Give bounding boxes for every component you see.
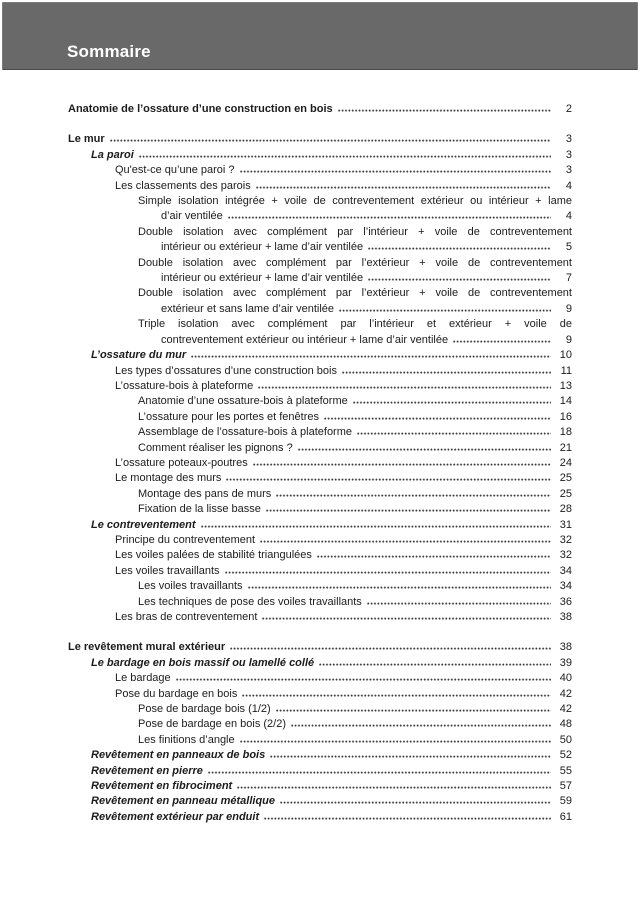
dot-leader xyxy=(253,463,551,466)
dot-leader xyxy=(319,663,551,666)
page-number: 42 xyxy=(559,703,572,716)
page-number: 34 xyxy=(559,580,572,593)
page-number: 24 xyxy=(559,456,572,469)
toc-entry[interactable] xyxy=(68,471,572,486)
dot-leader xyxy=(368,278,551,281)
page-number: 32 xyxy=(559,533,572,546)
page-number: 5 xyxy=(565,241,572,254)
page-number: 52 xyxy=(559,749,572,762)
page-title: Sommaire xyxy=(67,42,151,61)
toc-entry[interactable] xyxy=(68,748,572,763)
page-number: 40 xyxy=(559,672,572,685)
page-number: 59 xyxy=(559,795,572,808)
toc-entry[interactable] xyxy=(68,733,572,748)
toc-entry-label: L’ossature pour les portes et fenêtres xyxy=(138,410,319,423)
dot-leader xyxy=(191,355,551,358)
page-number: 38 xyxy=(559,641,572,654)
toc-entry[interactable] xyxy=(68,548,572,563)
toc-entry-label: intérieur ou extérieur + lame d’air ventilée xyxy=(161,272,364,285)
page-number: 50 xyxy=(559,733,572,746)
toc-entry[interactable] xyxy=(68,810,572,825)
toc-entry[interactable] xyxy=(68,687,572,702)
page-number: 13 xyxy=(559,379,572,392)
toc-entry-label: Qu'est-ce qu’une paroi ? xyxy=(115,164,235,177)
toc-entry-continuation[interactable] xyxy=(68,240,572,255)
toc-entry-label: L’ossature-bois à plateforme xyxy=(115,379,254,392)
dot-leader xyxy=(225,571,551,574)
toc-entry-label: Pose de bardage en bois (2/2) xyxy=(138,718,286,731)
toc-entry-label: Assemblage de l’ossature-bois à plateforme xyxy=(138,426,353,439)
dot-leader xyxy=(237,786,551,789)
toc-entry-label: L’ossature du mur xyxy=(91,349,187,362)
dot-leader xyxy=(276,494,551,497)
toc-entry-label: Le mur xyxy=(68,133,105,146)
toc-entry[interactable] xyxy=(68,364,572,379)
page-number: 7 xyxy=(565,272,572,285)
toc-entry[interactable] xyxy=(68,640,572,655)
dot-leader xyxy=(338,109,551,112)
toc-entry[interactable] xyxy=(68,379,572,394)
dot-leader xyxy=(368,247,551,250)
page-number: 4 xyxy=(565,210,572,223)
toc-entry[interactable]: Double isolation avec complément par l’extérieur + voile de contreventement xyxy=(138,287,572,300)
toc-entry-label: Anatomie de l’ossature d’une construction en bois xyxy=(68,103,333,115)
dot-leader xyxy=(367,602,551,605)
page-number: 18 xyxy=(559,426,572,439)
dot-leader xyxy=(260,540,551,543)
dot-leader xyxy=(176,678,551,681)
toc-entry-label: Revêtement en pierre xyxy=(91,764,203,777)
toc-entry-label: Le contreventement xyxy=(91,518,196,531)
toc-entry-label: Les classements des parois xyxy=(115,179,251,192)
dot-leader xyxy=(201,525,551,528)
toc-entry-label: contreventement extérieur ou intérieur + lame d’air ventilée xyxy=(161,333,449,346)
table-of-contents xyxy=(68,70,572,825)
toc-entry-label: d’air ventilée xyxy=(161,210,223,223)
dot-leader xyxy=(248,586,551,589)
toc-entry[interactable] xyxy=(68,717,572,732)
page-number: 9 xyxy=(565,302,572,315)
page-number: 28 xyxy=(559,503,572,516)
page-number: 3 xyxy=(565,148,572,161)
dot-leader xyxy=(342,371,551,374)
page-number: 2 xyxy=(565,103,572,115)
dot-leader xyxy=(276,709,551,712)
toc-entry[interactable] xyxy=(68,779,572,794)
dot-leader xyxy=(226,478,551,481)
toc-entry[interactable] xyxy=(68,148,572,163)
toc-entry-label: Comment réaliser les pignons ? xyxy=(138,441,293,454)
dot-leader xyxy=(262,617,551,620)
toc-entry-label: Les techniques de pose des voiles travaillants xyxy=(138,595,362,608)
toc-entry-label: Fixation de la lisse basse xyxy=(138,503,261,516)
toc-entry[interactable] xyxy=(68,533,572,548)
dot-leader xyxy=(230,647,551,650)
toc-entry[interactable] xyxy=(68,102,572,117)
toc-entry-label: Les voiles travaillants xyxy=(138,580,243,593)
toc-entry[interactable] xyxy=(68,794,572,809)
dot-leader xyxy=(256,186,551,189)
dot-leader xyxy=(353,401,551,404)
page-number: 55 xyxy=(559,764,572,777)
dot-leader xyxy=(266,509,551,512)
page-number: 9 xyxy=(565,333,572,346)
toc-entry[interactable] xyxy=(68,132,572,147)
toc-entry-label: Revêtement en fibrociment xyxy=(91,780,233,793)
toc-entry-label: Revêtement en panneau métallique xyxy=(91,795,275,808)
dot-leader xyxy=(270,755,551,758)
page-number: 25 xyxy=(559,472,572,485)
toc-entry-label: Pose du bardage en bois xyxy=(115,687,238,700)
toc-entry-label: L’ossature poteaux-poutres xyxy=(115,456,248,469)
toc-entry[interactable] xyxy=(68,502,572,517)
toc-entry-label: Les voiles palées de stabilité triangulées xyxy=(115,549,312,562)
page-number: 36 xyxy=(559,595,572,608)
page-number: 61 xyxy=(559,810,572,823)
toc-entry[interactable]: Double isolation avec complément par l’extérieur + voile de contreventement xyxy=(138,256,572,269)
dot-leader xyxy=(228,216,551,219)
toc-entry-label: Les bras de contreventement xyxy=(115,611,258,623)
dot-leader xyxy=(264,817,551,820)
toc-entry[interactable]: Double isolation avec complément par l’intérieur + voile de contreventement xyxy=(138,225,572,238)
toc-entry-continuation[interactable] xyxy=(68,209,572,224)
toc-entry-label: Le revêtement mural extérieur xyxy=(68,641,226,654)
toc-entry[interactable] xyxy=(68,441,572,456)
toc-entry[interactable] xyxy=(68,656,572,671)
toc-entry[interactable] xyxy=(68,425,572,440)
header-band xyxy=(2,2,638,70)
dot-leader xyxy=(453,340,551,343)
toc-entry-label: La paroi xyxy=(91,148,134,161)
dot-leader xyxy=(110,139,551,142)
dot-leader xyxy=(291,724,551,727)
toc-entry[interactable] xyxy=(68,610,572,625)
page-number: 14 xyxy=(559,395,572,408)
toc-entry[interactable] xyxy=(68,564,572,579)
page-number: 11 xyxy=(560,364,572,377)
dot-leader xyxy=(339,309,551,312)
toc-entry-label: Revêtement extérieur par enduit xyxy=(91,810,260,823)
dot-leader xyxy=(298,448,551,451)
toc-entry[interactable] xyxy=(68,518,572,533)
toc-entry[interactable] xyxy=(68,456,572,471)
toc-entry-label: Les voiles travaillants xyxy=(115,564,220,577)
toc-entry[interactable] xyxy=(68,579,572,594)
dot-leader xyxy=(242,694,551,697)
dot-leader xyxy=(240,170,551,173)
toc-entry-label: Les finitions d’angle xyxy=(138,733,235,746)
dot-leader xyxy=(317,555,551,558)
toc-entry-label: Les types d’ossatures d’une construction bois xyxy=(115,364,337,377)
toc-entry[interactable] xyxy=(68,487,572,502)
dot-leader xyxy=(208,771,551,774)
page-number: 3 xyxy=(565,133,572,146)
dot-leader xyxy=(139,155,551,158)
toc-entry-label: Le bardage en bois massif ou lamellé collé xyxy=(91,656,315,669)
dot-leader xyxy=(240,740,551,743)
page-number: 38 xyxy=(559,611,572,623)
dot-leader xyxy=(280,801,551,804)
page-number: 25 xyxy=(559,487,572,500)
page-number: 21 xyxy=(559,441,572,454)
toc-entry-continuation[interactable] xyxy=(68,271,572,286)
dot-leader xyxy=(324,417,551,420)
toc-entry-label: Le montage des murs xyxy=(115,472,222,485)
toc-entry[interactable] xyxy=(68,394,572,409)
toc-entry[interactable] xyxy=(68,764,572,779)
dot-leader xyxy=(258,386,551,389)
dot-leader xyxy=(357,432,551,435)
page-number: 32 xyxy=(559,549,572,562)
page-number: 57 xyxy=(559,780,572,793)
page-number: 42 xyxy=(559,687,572,700)
toc-entry-label: Montage des pans de murs xyxy=(138,487,272,500)
toc-entry-label: Revêtement en panneaux de bois xyxy=(91,749,266,762)
toc-entry-label: extérieur et sans lame d’air ventilée xyxy=(161,302,335,315)
page-number: 10 xyxy=(559,349,572,362)
toc-entry[interactable]: Triple isolation avec complément par l’intérieur et extérieur + voile de xyxy=(138,318,572,331)
toc-entry[interactable] xyxy=(68,163,572,178)
toc-entry[interactable] xyxy=(68,671,572,686)
toc-entry-continuation[interactable] xyxy=(68,333,572,348)
page-number: 16 xyxy=(559,410,572,423)
toc-entry-continuation[interactable] xyxy=(68,302,572,317)
toc-entry[interactable] xyxy=(68,702,572,717)
toc-entry[interactable]: Simple isolation intégrée + voile de contreventement extérieur ou intérieur + lame xyxy=(138,195,572,208)
page-number: 48 xyxy=(559,718,572,731)
page-number: 3 xyxy=(565,164,572,177)
page-number: 4 xyxy=(565,179,572,192)
toc-entry-label: Anatomie d’une ossature-bois à plateforme xyxy=(138,395,348,408)
toc-entry[interactable] xyxy=(68,410,572,425)
toc-entry[interactable] xyxy=(68,348,572,363)
toc-entry[interactable] xyxy=(68,595,572,610)
toc-entry-label: Principe du contreventement xyxy=(115,533,256,546)
page-number: 31 xyxy=(559,518,572,531)
toc-entry-label: intérieur ou extérieur + lame d’air ventilée xyxy=(161,241,364,254)
toc-entry[interactable] xyxy=(68,179,572,194)
toc-entry-label: Pose de bardage bois (1/2) xyxy=(138,703,271,716)
page-number: 39 xyxy=(559,656,572,669)
page-number: 34 xyxy=(559,564,572,577)
toc-entry-label: Le bardage xyxy=(115,672,171,685)
